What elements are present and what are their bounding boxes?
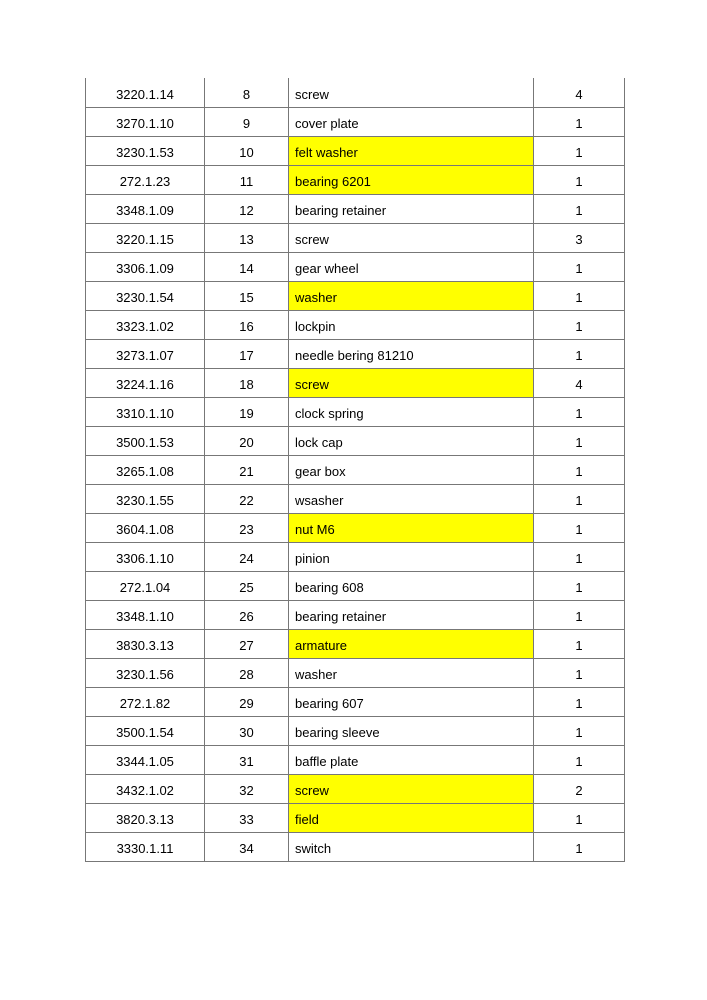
part-number-cell: 3348.1.09 — [86, 194, 205, 223]
description-cell: screw — [289, 368, 534, 397]
quantity-cell: 1 — [534, 426, 625, 455]
quantity-cell: 1 — [534, 658, 625, 687]
description-cell: armature — [289, 629, 534, 658]
table-row — [86, 455, 625, 484]
part-number-cell: 3820.3.13 — [86, 803, 205, 832]
description-cell: wsasher — [289, 484, 534, 513]
table-row — [86, 397, 625, 426]
part-number-cell: 3273.1.07 — [86, 339, 205, 368]
description-cell: gear wheel — [289, 252, 534, 281]
description-cell: nut M6 — [289, 513, 534, 542]
position-cell: 17 — [205, 339, 289, 368]
quantity-cell: 1 — [534, 281, 625, 310]
quantity-cell: 1 — [534, 687, 625, 716]
table-row — [86, 223, 625, 252]
table-row — [86, 658, 625, 687]
description-cell: bearing sleeve — [289, 716, 534, 745]
description-cell: clock spring — [289, 397, 534, 426]
table-row — [86, 774, 625, 803]
quantity-cell: 4 — [534, 368, 625, 397]
part-number-cell: 3270.1.10 — [86, 107, 205, 136]
table-row — [86, 194, 625, 223]
table-row — [86, 252, 625, 281]
table-row — [86, 745, 625, 774]
position-cell: 34 — [205, 832, 289, 861]
table-row — [86, 571, 625, 600]
description-cell: lock cap — [289, 426, 534, 455]
part-number-cell: 3500.1.54 — [86, 716, 205, 745]
quantity-cell: 1 — [534, 542, 625, 571]
quantity-cell: 2 — [534, 774, 625, 803]
quantity-cell: 1 — [534, 252, 625, 281]
position-cell: 19 — [205, 397, 289, 426]
table-row — [86, 426, 625, 455]
position-cell: 27 — [205, 629, 289, 658]
quantity-cell: 1 — [534, 716, 625, 745]
position-cell: 18 — [205, 368, 289, 397]
quantity-cell: 1 — [534, 194, 625, 223]
quantity-cell: 3 — [534, 223, 625, 252]
table-row — [86, 165, 625, 194]
description-cell: bearing retainer — [289, 600, 534, 629]
position-cell: 33 — [205, 803, 289, 832]
part-number-cell: 3323.1.02 — [86, 310, 205, 339]
description-cell: lockpin — [289, 310, 534, 339]
description-cell: cover plate — [289, 107, 534, 136]
position-cell: 29 — [205, 687, 289, 716]
table-row — [86, 78, 625, 107]
description-cell: switch — [289, 832, 534, 861]
part-number-cell: 3265.1.08 — [86, 455, 205, 484]
position-cell: 25 — [205, 571, 289, 600]
part-number-cell: 3348.1.10 — [86, 600, 205, 629]
part-number-cell: 3230.1.53 — [86, 136, 205, 165]
description-cell: gear box — [289, 455, 534, 484]
quantity-cell: 1 — [534, 803, 625, 832]
description-cell: screw — [289, 774, 534, 803]
quantity-cell: 1 — [534, 571, 625, 600]
position-cell: 8 — [205, 78, 289, 107]
position-cell: 30 — [205, 716, 289, 745]
table-row — [86, 339, 625, 368]
part-number-cell: 3230.1.54 — [86, 281, 205, 310]
table-row — [86, 310, 625, 339]
description-cell: needle bering 81210 — [289, 339, 534, 368]
part-number-cell: 3230.1.56 — [86, 658, 205, 687]
description-cell: baffle plate — [289, 745, 534, 774]
table-row — [86, 600, 625, 629]
part-number-cell: 3310.1.10 — [86, 397, 205, 426]
position-cell: 21 — [205, 455, 289, 484]
description-cell: bearing 608 — [289, 571, 534, 600]
parts-list-table — [85, 78, 625, 862]
table-row — [86, 716, 625, 745]
quantity-cell: 1 — [534, 745, 625, 774]
part-number-cell: 3224.1.16 — [86, 368, 205, 397]
part-number-cell: 3306.1.09 — [86, 252, 205, 281]
description-cell: bearing 607 — [289, 687, 534, 716]
position-cell: 10 — [205, 136, 289, 165]
part-number-cell: 272.1.82 — [86, 687, 205, 716]
position-cell: 15 — [205, 281, 289, 310]
part-number-cell: 3500.1.53 — [86, 426, 205, 455]
description-cell: bearing retainer — [289, 194, 534, 223]
position-cell: 23 — [205, 513, 289, 542]
quantity-cell: 1 — [534, 339, 625, 368]
part-number-cell: 3432.1.02 — [86, 774, 205, 803]
position-cell: 11 — [205, 165, 289, 194]
quantity-cell: 1 — [534, 484, 625, 513]
quantity-cell: 1 — [534, 629, 625, 658]
part-number-cell: 3830.3.13 — [86, 629, 205, 658]
position-cell: 14 — [205, 252, 289, 281]
description-cell: felt washer — [289, 136, 534, 165]
position-cell: 31 — [205, 745, 289, 774]
part-number-cell: 3306.1.10 — [86, 542, 205, 571]
table-row — [86, 513, 625, 542]
position-cell: 9 — [205, 107, 289, 136]
parts-list-body — [86, 78, 625, 861]
quantity-cell: 1 — [534, 455, 625, 484]
position-cell: 28 — [205, 658, 289, 687]
table-row — [86, 542, 625, 571]
part-number-cell: 272.1.04 — [86, 571, 205, 600]
table-row — [86, 687, 625, 716]
description-cell: pinion — [289, 542, 534, 571]
table-row — [86, 629, 625, 658]
table-row — [86, 368, 625, 397]
position-cell: 20 — [205, 426, 289, 455]
part-number-cell: 3604.1.08 — [86, 513, 205, 542]
table-row — [86, 107, 625, 136]
position-cell: 22 — [205, 484, 289, 513]
table-row — [86, 803, 625, 832]
quantity-cell: 1 — [534, 310, 625, 339]
position-cell: 32 — [205, 774, 289, 803]
quantity-cell: 1 — [534, 397, 625, 426]
table-row — [86, 832, 625, 861]
quantity-cell: 1 — [534, 136, 625, 165]
table-row — [86, 136, 625, 165]
part-number-cell: 3220.1.14 — [86, 78, 205, 107]
position-cell: 12 — [205, 194, 289, 223]
description-cell: washer — [289, 658, 534, 687]
description-cell: screw — [289, 223, 534, 252]
position-cell: 16 — [205, 310, 289, 339]
table-row — [86, 484, 625, 513]
quantity-cell: 1 — [534, 107, 625, 136]
part-number-cell: 3344.1.05 — [86, 745, 205, 774]
part-number-cell: 272.1.23 — [86, 165, 205, 194]
position-cell: 13 — [205, 223, 289, 252]
description-cell: washer — [289, 281, 534, 310]
position-cell: 24 — [205, 542, 289, 571]
part-number-cell: 3220.1.15 — [86, 223, 205, 252]
description-cell: screw — [289, 78, 534, 107]
quantity-cell: 1 — [534, 165, 625, 194]
quantity-cell: 1 — [534, 513, 625, 542]
part-number-cell: 3330.1.11 — [86, 832, 205, 861]
part-number-cell: 3230.1.55 — [86, 484, 205, 513]
description-cell: field — [289, 803, 534, 832]
quantity-cell: 1 — [534, 832, 625, 861]
quantity-cell: 4 — [534, 78, 625, 107]
table-row — [86, 281, 625, 310]
quantity-cell: 1 — [534, 600, 625, 629]
description-cell: bearing 6201 — [289, 165, 534, 194]
position-cell: 26 — [205, 600, 289, 629]
